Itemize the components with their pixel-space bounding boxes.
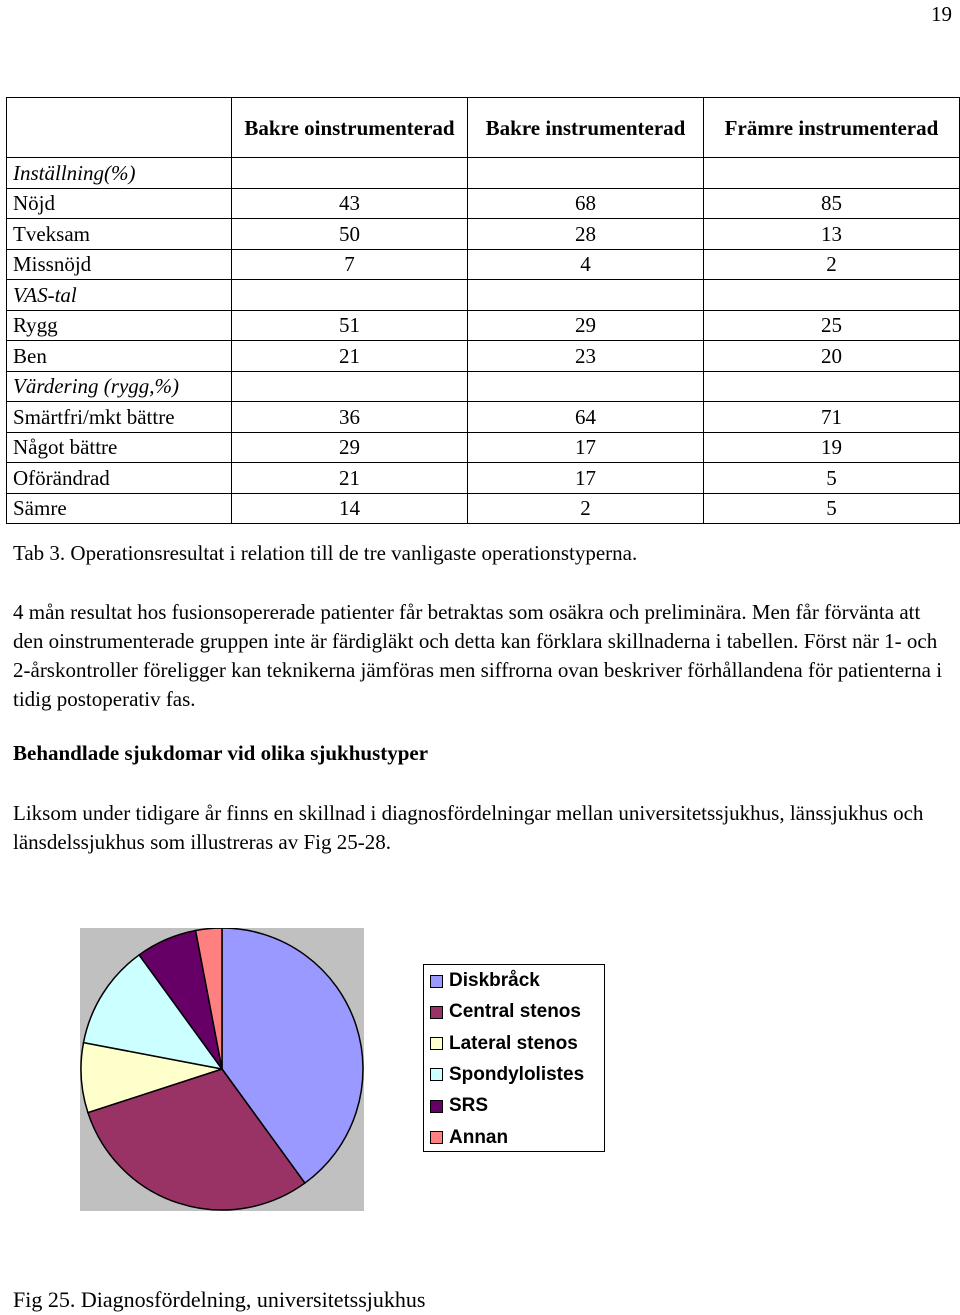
table-cell: 25: [704, 310, 960, 341]
row-label: Ben: [7, 341, 232, 372]
legend-label: Central stenos: [449, 1001, 581, 1023]
table-row: [7, 188, 960, 219]
table-section-row: [7, 280, 960, 311]
legend-item: [430, 1032, 578, 1056]
legend-swatch: [430, 1131, 443, 1144]
table-cell: [704, 280, 960, 311]
table-header-row: [7, 98, 960, 158]
table-cell: 29: [468, 310, 704, 341]
row-label: Smärtfri/mkt bättre: [7, 402, 232, 433]
table-cell: 68: [468, 188, 704, 219]
table-cell: 17: [468, 463, 704, 494]
table-cell: 19: [704, 432, 960, 463]
figure-caption: Fig 25. Diagnosfördelning, universitetssjukhus: [13, 1287, 426, 1312]
pie-chart: [80, 928, 364, 1211]
table-cell: 28: [468, 219, 704, 250]
legend-item: [430, 969, 540, 993]
table-cell: 50: [232, 219, 468, 250]
table-cell: [232, 371, 468, 402]
legend-swatch: [430, 1037, 443, 1050]
table-header-cell: Bakre oinstrumenterad: [232, 98, 468, 158]
paragraph-diagnoses: Liksom under tidigare år finns en skillnad i diagnosfördelningar mellan universitetssjukhus, länssjukhus och länsdelssjukhus som illustreras av Fig 25-28.: [13, 801, 924, 854]
table-cell: 21: [232, 463, 468, 494]
table-cell: 23: [468, 341, 704, 372]
row-label: Missnöjd: [7, 249, 232, 280]
table-cell: 4: [468, 249, 704, 280]
row-label: Något bättre: [7, 432, 232, 463]
table-header-cell: Bakre instrumenterad: [468, 98, 704, 158]
row-label: Sämre: [7, 493, 232, 524]
section-heading: Behandlade sjukdomar vid olika sjukhustyper: [13, 741, 429, 765]
legend-label: Diskbråck: [449, 970, 540, 991]
table-section-row: [7, 158, 960, 189]
legend-swatch: [430, 1100, 443, 1113]
page-number: 19: [931, 2, 952, 26]
legend-label: SRS: [449, 1095, 489, 1117]
results-table: [6, 97, 960, 524]
row-label: Oförändrad: [7, 463, 232, 494]
table-cell: [468, 371, 704, 402]
table-cell: 2: [468, 493, 704, 524]
table-cell: 85: [704, 188, 960, 219]
table-cell: 36: [232, 402, 468, 433]
row-label: Inställning(%): [7, 158, 232, 189]
legend-item: [430, 1094, 488, 1118]
row-label: Värdering (rygg,%): [7, 371, 232, 402]
legend-swatch: [430, 1006, 443, 1019]
table-cell: [704, 371, 960, 402]
row-label: Tveksam: [7, 219, 232, 250]
table-cell: [468, 158, 704, 189]
paragraph-results: 4 mån resultat hos fusionsopererade patienter får betraktas som osäkra och preliminära. Men får förvänta att den oinstrumenterade gruppen inte är färdigläkt och detta kan förklara skillnaderna i tabellen. Först när 1- och 2-årskontroller föreligger kan teknikerna jämföras men siffrorna ovan beskriver förhållandena för patienterna i tidig postoperativ fas.: [13, 600, 943, 711]
table-cell: 13: [704, 219, 960, 250]
table-header-cell: Främre instrumenterad: [704, 98, 960, 158]
table-cell: 7: [232, 249, 468, 280]
table-cell: 2: [704, 249, 960, 280]
table-cell: [232, 158, 468, 189]
table-row: [7, 432, 960, 463]
table-row: [7, 219, 960, 250]
row-label: Rygg: [7, 310, 232, 341]
table-row: [7, 310, 960, 341]
table-cell: 21: [232, 341, 468, 372]
table-header-cell: [7, 98, 232, 158]
table-cell: 29: [232, 432, 468, 463]
table-cell: [468, 280, 704, 311]
table-cell: 71: [704, 402, 960, 433]
legend-swatch: [430, 1068, 443, 1081]
table-cell: 5: [704, 493, 960, 524]
legend-swatch: [430, 975, 443, 988]
row-label: VAS-tal: [7, 280, 232, 311]
table-cell: 51: [232, 310, 468, 341]
table-cell: 5: [704, 463, 960, 494]
table-cell: 64: [468, 402, 704, 433]
table-cell: 20: [704, 341, 960, 372]
table-cell: [704, 158, 960, 189]
chart-legend: [423, 964, 605, 1152]
table-cell: 43: [232, 188, 468, 219]
table-caption: Tab 3. Operationsresultat i relation till de tre vanligaste operationstyperna.: [13, 541, 638, 565]
row-label: Nöjd: [7, 188, 232, 219]
table-row: [7, 249, 960, 280]
legend-label: Annan: [449, 1126, 509, 1148]
table-row: [7, 341, 960, 372]
table-cell: [232, 280, 468, 311]
table-row: [7, 463, 960, 494]
legend-item: [430, 1063, 584, 1087]
legend-label: Spondylolistes: [449, 1063, 585, 1085]
table-section-row: [7, 371, 960, 402]
table-row: [7, 493, 960, 524]
legend-label: Lateral stenos: [449, 1032, 578, 1054]
legend-item: [430, 1126, 508, 1150]
legend-item: [430, 1000, 581, 1024]
table-row: [7, 402, 960, 433]
table-cell: 17: [468, 432, 704, 463]
table-cell: 14: [232, 493, 468, 524]
